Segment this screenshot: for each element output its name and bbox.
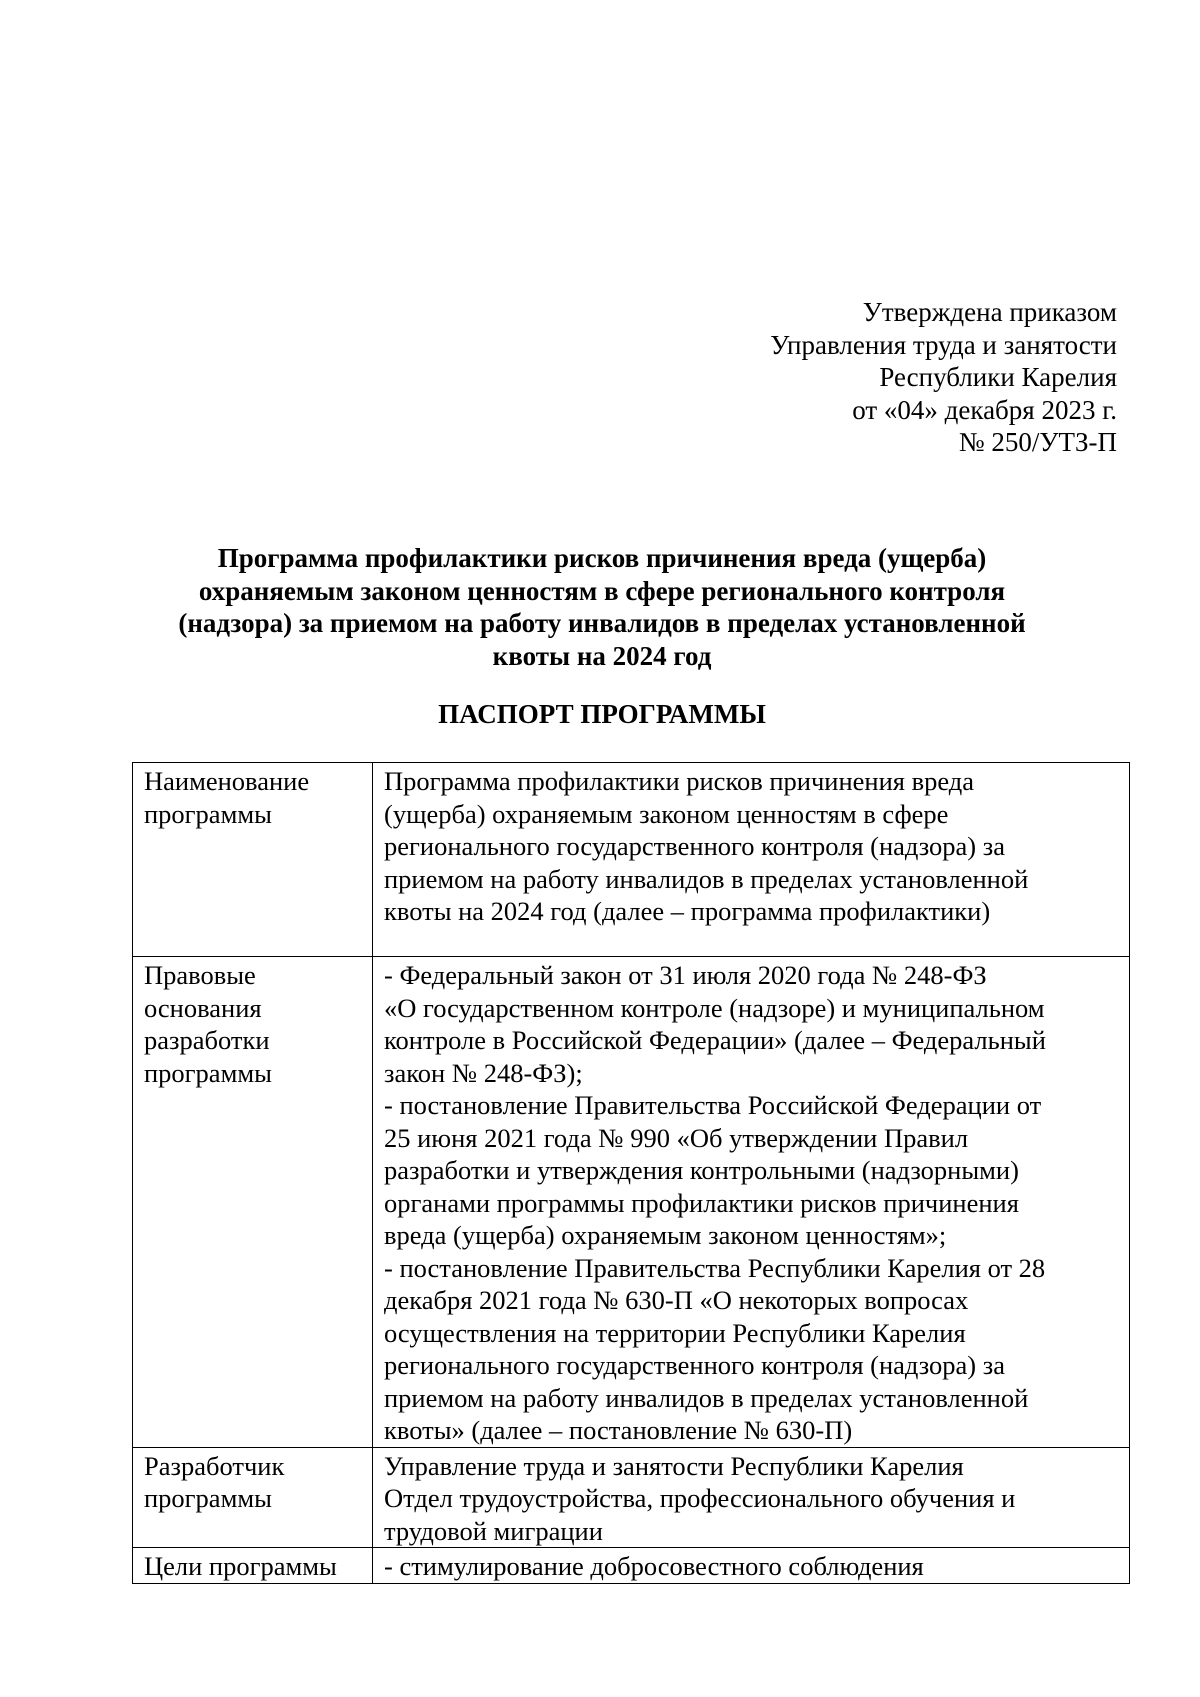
value-line: - стимулирование добросовестного соблюдения	[384, 1551, 924, 1581]
approval-line: Управления труда и занятости	[770, 329, 1117, 360]
title-line: Программа профилактики рисков причинения вреда (ущерба)	[217, 543, 987, 573]
row-label	[133, 1447, 373, 1548]
value-line: квоты» (далее – постановление № 630-П)	[384, 1415, 853, 1445]
approval-number: № 250/УТЗ-П	[958, 427, 1117, 457]
approval-block	[770, 296, 1117, 459]
table-row	[133, 957, 1130, 1448]
title-line: охраняемым законом ценностям в сфере регионального контроля	[198, 575, 1006, 606]
label-line: программы	[144, 798, 272, 829]
value-line: регионального государственного контроля (надзора) за	[384, 1350, 1005, 1380]
label-line: Разработчик	[144, 1450, 285, 1481]
value-line: органами программы профилактики рисков причинения	[384, 1187, 1019, 1218]
label-line: основания	[144, 992, 262, 1023]
value-line: Управление труда и занятости Республики Карелия	[384, 1450, 964, 1481]
table-row	[133, 1548, 1130, 1584]
value-line: вреда (ущерба) охраняемым законом ценностям»;	[384, 1220, 947, 1250]
row-label	[133, 957, 373, 1448]
value-line: «О государственном контроле (надзоре) и муниципальном	[384, 992, 1045, 1023]
value-line: Программа профилактики рисков причинения вреда	[384, 766, 975, 796]
value-line: Отдел трудоустройства, профессионального обучения и	[384, 1483, 1016, 1513]
table-row	[133, 763, 1130, 957]
value-line: - постановление Правительства Республики Карелия от 28	[384, 1252, 1046, 1283]
approval-line: Утверждена приказом	[862, 297, 1117, 327]
label-line: Правовые	[144, 960, 256, 990]
value-line: закон № 248-ФЗ);	[384, 1057, 583, 1088]
section-heading: ПАСПОРТ ПРОГРАММЫ	[438, 699, 766, 729]
approval-date: от «04» декабря 2023 г.	[852, 394, 1117, 425]
row-value	[373, 957, 1130, 1448]
value-line: осуществления на территории Республики Карелия	[384, 1317, 966, 1348]
table-row	[133, 1447, 1130, 1548]
value-line: трудовой миграции	[384, 1515, 603, 1546]
document-title	[132, 542, 1072, 672]
row-value	[373, 763, 1130, 957]
value-line: - Федеральный закон от 31 июля 2020 года № 248-ФЗ	[384, 960, 987, 990]
passport-table	[132, 762, 1130, 1584]
row-label	[133, 1548, 373, 1584]
value-line: квоты на 2024 год (далее – программа профилактики)	[384, 896, 991, 926]
title-line: (надзора) за приемом на работу инвалидов в пределах установленной	[178, 608, 1026, 638]
title-line: квоты на 2024 год	[492, 640, 712, 671]
label-line: программы	[144, 1057, 272, 1088]
value-line: контроле в Российской Федерации» (далее – Федеральный	[384, 1025, 1046, 1055]
label-line: разработки	[144, 1025, 270, 1055]
row-value	[373, 1447, 1130, 1548]
value-line: - постановление Правительства Российской Федерации от	[384, 1090, 1042, 1120]
approval-line: Республики Карелия	[879, 362, 1117, 392]
value-line: приемом на работу инвалидов в пределах установленной	[384, 863, 1029, 894]
value-line: регионального государственного контроля (надзора) за	[384, 831, 1005, 861]
value-line: разработки и утверждения контрольными (надзорными)	[384, 1155, 1019, 1185]
label-line: Наименование	[144, 766, 310, 796]
row-value	[373, 1548, 1130, 1584]
value-line: 25 июня 2021 года № 990 «Об утверждении Правил	[384, 1122, 969, 1153]
row-label	[133, 763, 373, 957]
value-line: (ущерба) охраняемым законом ценностям в сфере	[384, 798, 949, 829]
value-line: приемом на работу инвалидов в пределах установленной	[384, 1382, 1029, 1413]
label-line: программы	[144, 1483, 272, 1513]
value-line: декабря 2021 года № 630-П «О некоторых вопросах	[384, 1285, 969, 1315]
label-line: Цели программы	[144, 1551, 337, 1581]
